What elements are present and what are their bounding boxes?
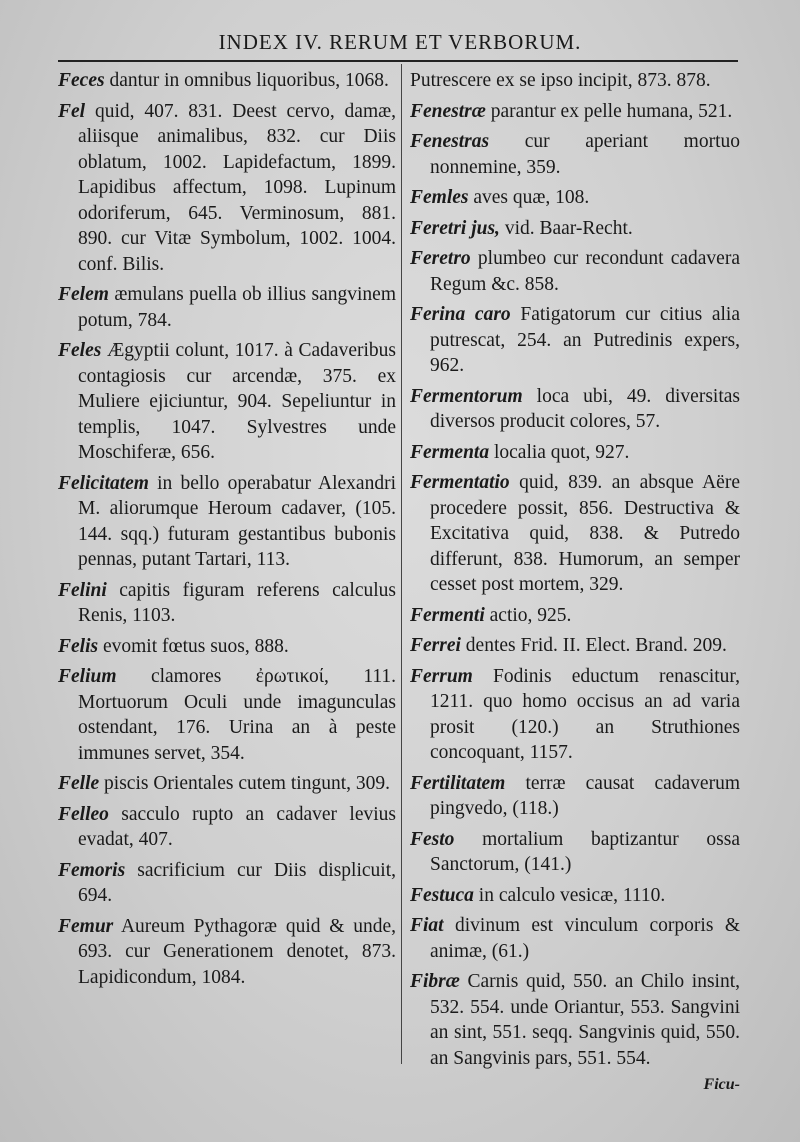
entry-headword: Fibræ [410,971,460,992]
header-rule [58,60,738,62]
entry-headword: Felicitatem [58,472,149,494]
entry-headword: Feces [58,70,105,91]
entry-headword: Felium [58,666,117,687]
index-entry [58,338,396,466]
entry-headword: Fenestræ [410,100,486,122]
index-entry [410,603,740,629]
entry-text: dantur in omnibus liquoribus, 1068. [104,70,389,91]
entry-text: quid, 839. an absque Aëre procedere possit, 856. Destructiva & Excitativa quid, 838. & Putredo differunt, 838. Humorum, an semper cesset post mortem, 329. [430,472,740,595]
entry-headword: Felle [58,773,100,794]
index-entry [410,913,740,964]
index-entry [410,185,740,211]
entry-text: cur aperiant mortuo nonnemine, 359. [430,131,740,178]
entry-text: Carnis quid, 550. an Chilo insint, 532. 554. unde Oriantur, 553. Sangvini an sint, 551. seqq. Sangvinis quid, 550. an Sangvinis pars, 551. 554. [430,971,740,1069]
entry-headword: Fermentatio [410,472,510,493]
entry-text: mortalium baptizantur ossa Sanctorum, (141.) [430,828,740,875]
entry-headword: Ferrei [410,635,461,656]
index-entry [410,771,740,822]
index-entry [410,384,740,435]
entry-text: plumbeo cur recondunt cadavera Regum &c. 858. [430,248,740,295]
index-entry [410,969,740,1071]
entry-text: piscis Orientales cutem tingunt, 309. [99,773,390,794]
entry-text: actio, 925. [484,604,572,626]
entry-headword: Fermenta [410,441,490,463]
entry-text: Ægyptii colunt, 1017. à Cadaveribus contagiosis cur arcendæ, 375. ex Muliere ejiciuntur, 904. Sepeliuntur in templis, 1047. Sylvestres unde Moschiferæ, 656. [78,340,396,463]
index-entry [58,858,396,909]
index-entry [58,471,396,573]
index-entry [58,771,396,797]
entry-text: evomit fœtus suos, 888. [98,635,289,657]
entry-headword: Feretri jus, [410,217,500,239]
entry-text: Aureum Pythagoræ quid & unde, 693. cur Generationem denotet, 873. Lapidicondum, 1084. [78,915,396,988]
index-entry [58,578,396,629]
right-column [410,68,740,1094]
entry-text: loca ubi, 49. diversitas diversos producit colores, 57. [430,385,740,432]
entry-text: localia quot, 927. [489,441,630,463]
entry-text: capitis figuram referens calculus Renis, 1103. [78,579,396,626]
entry-headword: Fertilitatem [410,772,506,794]
entry-text: parantur ex pelle humana, 521. [485,100,733,122]
index-entry [410,633,740,659]
entry-text: clamores ἐρωτικοί, 111. Mortuorum Oculi unde imagunculas ostendant, 176. Urina an à peste immunes servet, 354. [78,666,396,764]
index-entry [58,802,396,853]
entry-headword: Femur [58,915,114,937]
entry-headword: Festuca [410,884,474,906]
page-header: INDEX IV. RERUM ET VERBORUM. [218,30,582,54]
entry-headword: Felis [58,635,99,657]
entry-headword: Ferrum [410,665,473,687]
index-entry [410,883,740,909]
index-entry [58,68,396,94]
left-column [58,68,396,995]
index-entry [410,302,740,379]
entry-headword: Fenestras [410,131,490,152]
entry-text: terræ causat cadaverum pingvedo, (118.) [430,772,740,819]
catchword: Ficu- [703,1076,740,1093]
entry-text: in calculo vesicæ, 1110. [473,884,666,906]
entry-text: sacculo rupto an cadaver levius evadat, 407. [78,803,396,850]
entry-text: sacrificium cur Diis displicuit, 694. [78,859,396,906]
entry-text: æmulans puella ob illius sangvinem potum, 784. [78,284,396,331]
entry-headword: Fel [58,100,86,122]
entry-headword: Feretro [410,248,471,269]
entry-text: divinum est vinculum corporis & animæ, (61.) [430,915,740,962]
entry-text: vid. Baar-Recht. [499,217,633,239]
entry-headword: Ferina caro [410,304,511,325]
index-entry [58,664,396,766]
index-entry [410,440,740,466]
entry-headword: Felem [58,284,109,305]
entry-headword: Felini [58,579,107,601]
index-entry [410,470,740,598]
index-entry [410,129,740,180]
entry-text: Putrescere ex se ipso incipit, 873. 878. [410,70,711,91]
entry-text: dentes Frid. II. Elect. Brand. 209. [460,635,727,656]
column-divider [401,64,402,1064]
index-entry [58,282,396,333]
index-entry [58,914,396,991]
entry-headword: Fermentorum [410,385,523,407]
entry-text: Fatigatorum cur citius alia putrescat, 254. an Putredinis expers, 962. [430,304,740,376]
index-entry [410,664,740,766]
entry-headword: Femoris [58,859,126,881]
index-entry [58,634,396,660]
index-entry [410,246,740,297]
entry-headword: Fermenti [410,604,485,626]
index-entry [410,216,740,242]
index-entry [410,99,740,125]
index-entry [410,827,740,878]
entry-headword: Feles [58,340,102,361]
entry-headword: Fiat [410,915,444,936]
entry-headword: Festo [410,828,455,850]
entry-headword: Femles [410,187,469,208]
entry-text: aves quæ, 108. [468,187,590,208]
entry-text: in bello operabatur Alexandri M. aliorumque Heroum cadaver, (105. 144. sqq.) futuram gestantibus bubonis pennas, putant Tartari, 113. [78,472,396,570]
index-entry [410,68,740,94]
index-entry [58,99,396,278]
entry-text: quid, 407. 831. Deest cervo, damæ, aliisque animalibus, 832. cur Diis oblatum, 1002. Lapidefactum, 1899. Lapidibus affectum, 1098. Lupinum odoriferum, 645. Verminosum, 881. 890. cur Vitæ Symbolum, 1002. 1004. conf. Bilis. [78,100,396,275]
entry-text: Fodinis eductum renascitur, 1211. quo homo occisus an ad varia prosit (120.) an Struthiones concoquant, 1157. [430,665,740,763]
entry-headword: Felleo [58,803,109,825]
